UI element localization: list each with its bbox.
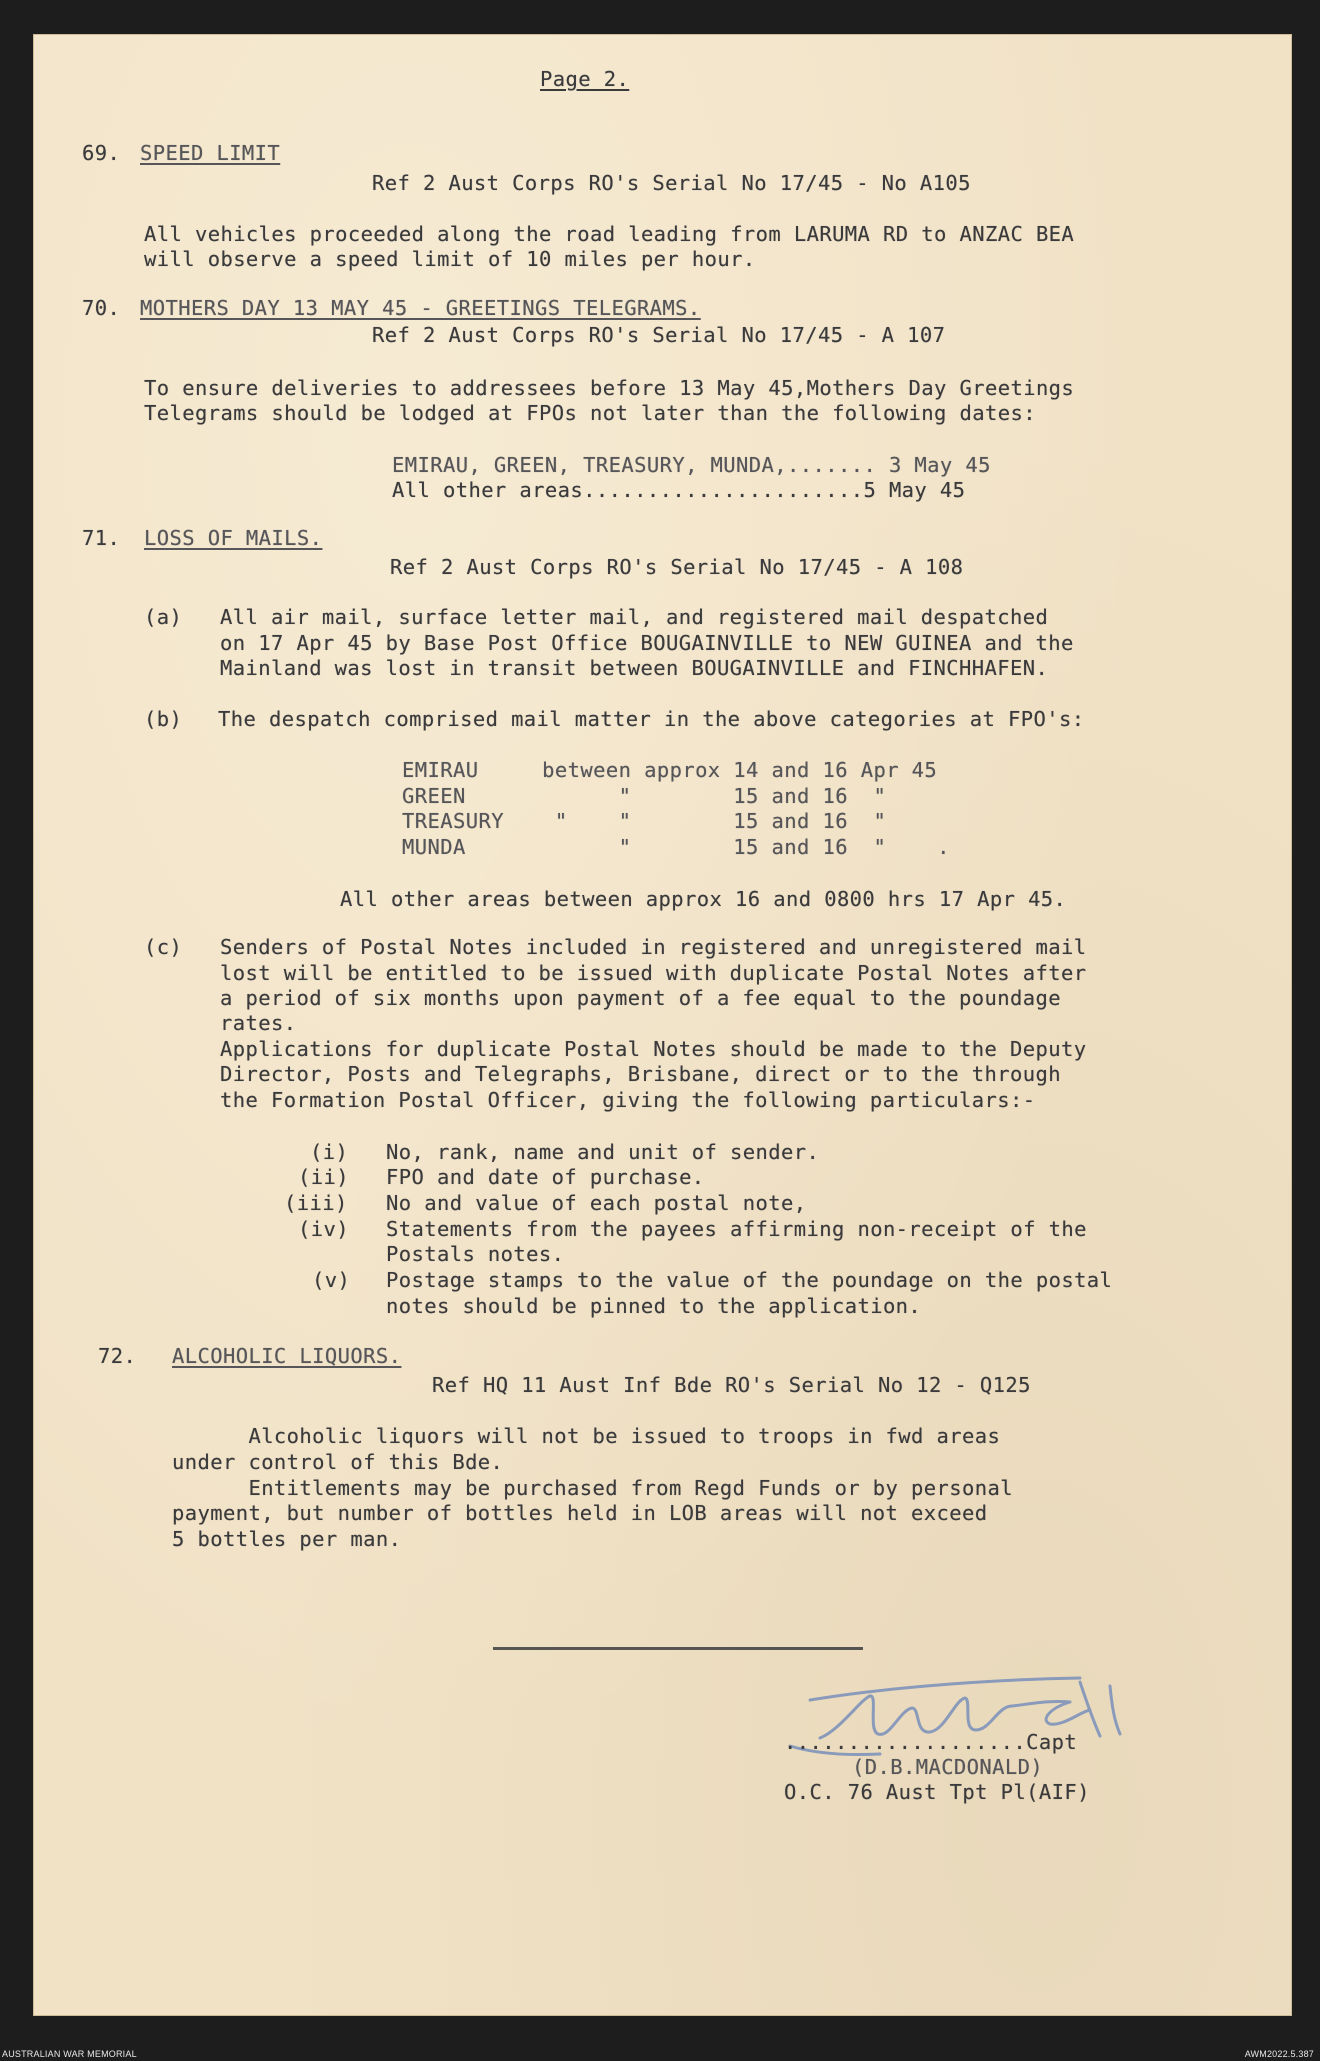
date-row: EMIRAU, GREEN, TREASURY, MUNDA,....... 3 May 45	[392, 453, 991, 477]
archive-credit: AUSTRALIAN WAR MEMORIAL	[2, 2049, 137, 2059]
particular-text: Postage stamps to the value of the poundage on the postal	[386, 1268, 1113, 1292]
particular-number: (ii)	[298, 1165, 349, 1189]
para-c-line: a period of six months upon payment of a fee equal to the poundage	[220, 986, 1061, 1010]
item-body-line: will observe a speed limit of 10 miles per hour.	[144, 247, 756, 271]
item-body-line: To ensure deliveries to addressees before 13 May 45,Mothers Day Greetings	[144, 376, 1075, 400]
item-body-line: 5 bottles per man.	[172, 1527, 402, 1551]
item-ref-70: Ref 2 Aust Corps RO's Serial No 17/45 - A 107	[372, 323, 946, 347]
item-heading-69: SPEED LIMIT	[140, 141, 281, 165]
fpo-row: GREEN " 15 and 16 "	[402, 784, 887, 808]
particular-number: (i)	[310, 1140, 349, 1164]
para-c-line: Applications for duplicate Postal Notes should be made to the Deputy	[220, 1037, 1087, 1061]
para-c-line: lost will be entitled to be issued with duplicate Postal Notes after	[220, 961, 1087, 985]
para-c-line: Director, Posts and Telegraphs, Brisbane, direct or to the through	[220, 1062, 1061, 1086]
particular-text: Postals notes.	[386, 1242, 565, 1266]
particular-number: (iv)	[298, 1217, 349, 1241]
item-ref-72: Ref HQ 11 Aust Inf Bde RO's Serial No 12 - Q125	[432, 1373, 1031, 1397]
particular-text: notes should be pinned to the application.	[386, 1294, 922, 1318]
item-body-line: Entitlements may be purchased from Regd Funds or by personal	[172, 1476, 1013, 1500]
para-c-line: rates.	[220, 1011, 297, 1035]
fpo-row: MUNDA " 15 and 16 " .	[402, 835, 950, 859]
closing-rule	[493, 1647, 863, 1650]
item-ref-71: Ref 2 Aust Corps RO's Serial No 17/45 - A 108	[390, 555, 964, 579]
particular-text: FPO and date of purchase.	[386, 1165, 705, 1189]
signatory-name: (D.B.MACDONALD)	[852, 1755, 1044, 1779]
item-ref-69: Ref 2 Aust Corps RO's Serial No 17/45 - No A105	[372, 171, 971, 195]
item-number-70: 70.	[82, 296, 121, 320]
item-heading-70: MOTHERS DAY 13 MAY 45 - GREETINGS TELEGRAMS.	[140, 296, 701, 320]
para-a-line: All air mail, surface letter mail, and registered mail despatched	[220, 605, 1049, 629]
fpo-row: EMIRAU between approx 14 and 16 Apr 45	[402, 758, 938, 782]
item-body-line: Telegrams should be lodged at FPOs not later than the following dates:	[144, 401, 1036, 425]
particular-text: No and value of each postal note,	[386, 1191, 807, 1215]
date-row: All other areas......................5 May 45	[392, 478, 966, 502]
particular-text: Statements from the payees affirming non-receipt of the	[386, 1217, 1087, 1241]
archive-reference: AWM2022.5.387	[1244, 2049, 1314, 2059]
sub-label-a: (a)	[144, 605, 183, 629]
item-number-72: 72.	[98, 1344, 137, 1368]
signatory-unit: O.C. 76 Aust Tpt Pl(AIF)	[784, 1780, 1090, 1804]
page-title: Page 2.	[540, 67, 630, 91]
para-b-other: All other areas between approx 16 and 0800 hrs 17 Apr 45.	[340, 887, 1067, 911]
item-number-71: 71.	[82, 526, 121, 550]
para-a-line: Mainland was lost in transit between BOUGAINVILLE and FINCHHAFEN.	[220, 656, 1049, 680]
signature-line: ...................Capt	[784, 1730, 1078, 1754]
item-body-line: payment, but number of bottles held in LOB areas will not exceed	[172, 1501, 988, 1525]
item-body-line: under control of this Bde.	[172, 1450, 504, 1474]
sub-label-b: (b)	[144, 707, 183, 731]
fpo-row: TREASURY " " 15 and 16 "	[402, 809, 887, 833]
para-c-line: Senders of Postal Notes included in registered and unregistered mail	[220, 935, 1087, 959]
particular-number: (iii)	[284, 1191, 348, 1215]
para-b-text: The despatch comprised mail matter in the above categories at FPO's:	[218, 707, 1085, 731]
particular-text: No, rank, name and unit of sender.	[386, 1140, 820, 1164]
para-c-line: the Formation Postal Officer, giving the following particulars:-	[220, 1088, 1036, 1112]
item-heading-71: LOSS OF MAILS.	[144, 526, 323, 550]
sub-label-c: (c)	[144, 935, 183, 959]
item-body-line: Alcoholic liquors will not be issued to troops in fwd areas	[172, 1424, 1001, 1448]
item-number-69: 69.	[82, 141, 121, 165]
particular-number: (v)	[312, 1268, 351, 1292]
para-a-line: on 17 Apr 45 by Base Post Office BOUGAINVILLE to NEW GUINEA and the	[220, 631, 1074, 655]
item-body-line: All vehicles proceeded along the road leading from LARUMA RD to ANZAC BEA	[144, 222, 1075, 246]
item-heading-72: ALCOHOLIC LIQUORS.	[172, 1344, 402, 1368]
